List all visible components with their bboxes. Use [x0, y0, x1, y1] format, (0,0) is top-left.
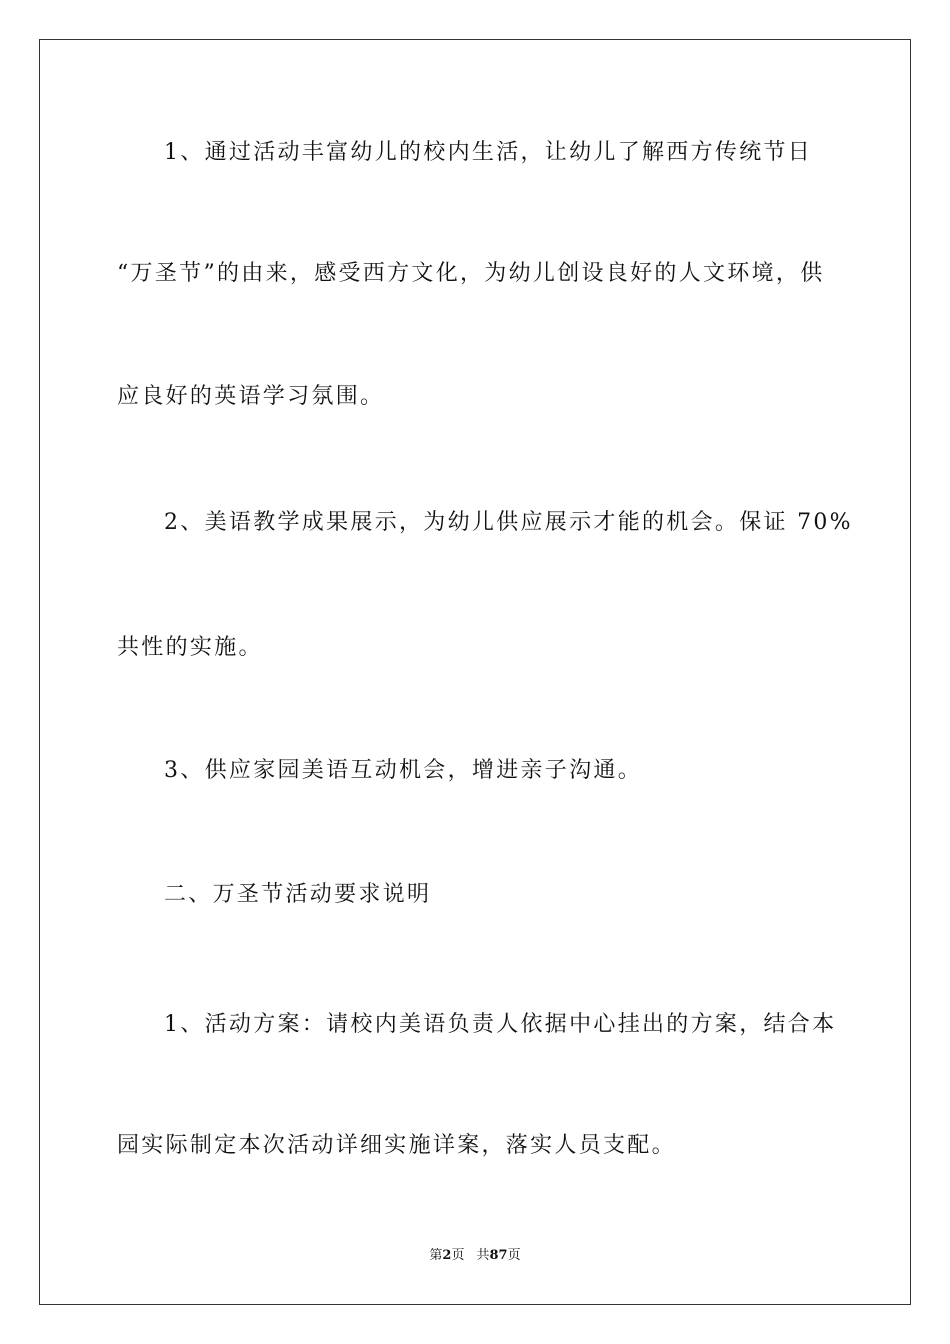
section-heading: 二、万圣节活动要求说明 — [164, 882, 432, 907]
footer-page-number: 2 — [442, 1248, 452, 1263]
body-line-6: 3、供应家园美语互动机会，增进亲子沟通。 — [164, 758, 642, 783]
footer-total-pages: 87 — [489, 1248, 508, 1263]
body-line-2: “万圣节”的由来，感受西方文化，为幼儿创设良好的人文环境，供 — [117, 261, 825, 286]
page-border — [39, 39, 911, 1305]
page-footer — [0, 1248, 950, 1264]
footer-total-suffix: 页 — [507, 1248, 521, 1263]
footer-page-suffix: 页 — [451, 1248, 465, 1263]
body-line-9: 园实际制定本次活动详细实施详案，落实人员支配。 — [117, 1133, 676, 1158]
body-line-5: 共性的实施。 — [117, 635, 263, 660]
body-line-1: 1、通过活动丰富幼儿的校内生活，让幼儿了解西方传统节日 — [164, 140, 813, 165]
footer-total-prefix: 共 — [476, 1248, 490, 1263]
body-line-4: 2、美语教学成果展示，为幼儿供应展示才能的机会。保证 70% — [164, 510, 853, 535]
body-line-3: 应良好的英语学习氛围。 — [117, 384, 385, 409]
body-line-8: 1、活动方案：请校内美语负责人依据中心挂出的方案，结合本 — [164, 1012, 837, 1037]
footer-page-prefix: 第 — [429, 1248, 443, 1263]
